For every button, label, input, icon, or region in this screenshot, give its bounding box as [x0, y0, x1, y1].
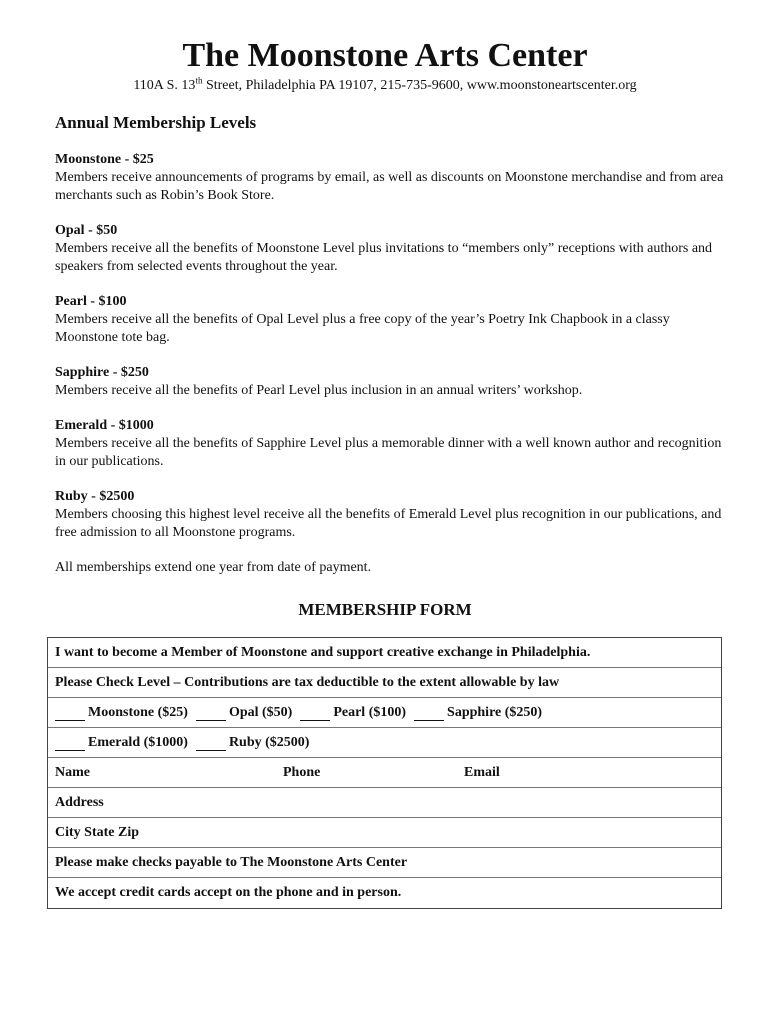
level-name: Moonstone - $25: [55, 152, 154, 167]
contact-row[interactable]: [48, 758, 721, 788]
address-field-label: Address: [55, 794, 104, 810]
level-moonstone: [55, 151, 735, 205]
level-description: Members receive all the benefits of Opal Level plus a free copy of the year’s Poetry Ink Chapbook in a classy Moonstone tote bag.: [55, 312, 670, 345]
checkbox-blank[interactable]: [414, 708, 444, 721]
level-sapphire: [55, 364, 735, 400]
address-superscript: th: [195, 75, 203, 86]
level-opal: [55, 222, 735, 276]
option-label: Ruby ($2500): [228, 734, 310, 750]
checkbox-blank[interactable]: [300, 708, 330, 721]
option-label: Sapphire ($250): [447, 704, 543, 720]
address-prefix: 110A S. 13: [133, 78, 196, 93]
level-description: Members receive all the benefits of Moonstone Level plus invitations to “members only” receptions with authors and speakers from selected events throughout the year.: [55, 241, 713, 274]
level-name: Ruby - $2500: [55, 489, 135, 504]
level-description: Members receive all the benefits of Sapphire Level plus a memorable dinner with a well known author and recognition in our publications.: [55, 436, 722, 469]
name-field-label[interactable]: Name: [55, 764, 90, 780]
level-options-row-1: [48, 698, 721, 728]
form-intro-text: I want to become a Member of Moonstone and support creative exchange in Philadelphia.: [55, 644, 591, 660]
address-row[interactable]: [48, 788, 721, 818]
level-options-row-2: [48, 728, 721, 758]
checkbox-blank[interactable]: [196, 738, 226, 751]
checkbox-blank[interactable]: [55, 738, 85, 751]
level-name: Pearl - $100: [55, 294, 127, 309]
membership-levels-list: [55, 151, 735, 577]
level-description: Members receive all the benefits of Pearl Level plus inclusion in an annual writers’ workshop.: [55, 383, 583, 398]
check-level-text: Please Check Level – Contributions are tax deductible to the extent allowable by law: [55, 674, 560, 690]
contact-address: [0, 77, 770, 95]
option-label: Emerald ($1000): [88, 734, 188, 750]
membership-form: [47, 637, 722, 909]
option-sapphire[interactable]: [414, 705, 542, 721]
credit-cards-row: [48, 878, 721, 908]
option-emerald[interactable]: [55, 735, 188, 751]
phone-field-label[interactable]: Phone: [283, 764, 321, 780]
city-state-zip-label: City State Zip: [55, 824, 139, 840]
membership-duration-note: All memberships extend one year from date of payment.: [55, 560, 372, 575]
level-name: Opal - $50: [55, 223, 118, 238]
checks-payable-text: Please make checks payable to The Moonstone Arts Center: [55, 854, 408, 870]
level-description: Members receive announcements of programs by email, as well as discounts on Moonstone merchandise and from area merchants such as Robin’s Book Store.: [55, 170, 724, 203]
level-name: Sapphire - $250: [55, 365, 149, 380]
option-label: Opal ($50): [228, 704, 293, 720]
membership-form-title: MEMBERSHIP FORM: [298, 600, 472, 619]
form-intro-row: [48, 638, 721, 668]
email-field-label[interactable]: Email: [464, 764, 500, 780]
address-suffix: Street, Philadelphia PA 19107, 215-735-9600, www.moonstoneartscenter.org: [202, 78, 637, 93]
option-pearl[interactable]: [300, 705, 406, 721]
check-level-row: [48, 668, 721, 698]
checkbox-blank[interactable]: [196, 708, 226, 721]
option-label: Pearl ($100): [333, 704, 407, 720]
checkbox-blank[interactable]: [55, 708, 85, 721]
level-name: Emerald - $1000: [55, 418, 154, 433]
credit-cards-text: We accept credit cards accept on the phone and in person.: [55, 885, 402, 900]
level-description: Members choosing this highest level receive all the benefits of Emerald Level plus recognition in our publications, and free admission to all Moonstone programs.: [55, 507, 722, 540]
level-pearl: [55, 293, 735, 347]
city-state-zip-row[interactable]: [48, 818, 721, 848]
level-ruby: [55, 488, 735, 542]
page-title: The Moonstone Arts Center: [182, 37, 588, 74]
option-label: Moonstone ($25): [88, 704, 188, 720]
checks-payable-row: [48, 848, 721, 878]
level-emerald: [55, 417, 735, 471]
membership-levels-heading: Annual Membership Levels: [55, 113, 257, 132]
option-opal[interactable]: [196, 705, 292, 721]
option-ruby[interactable]: [196, 735, 310, 751]
option-moonstone[interactable]: [55, 705, 188, 721]
